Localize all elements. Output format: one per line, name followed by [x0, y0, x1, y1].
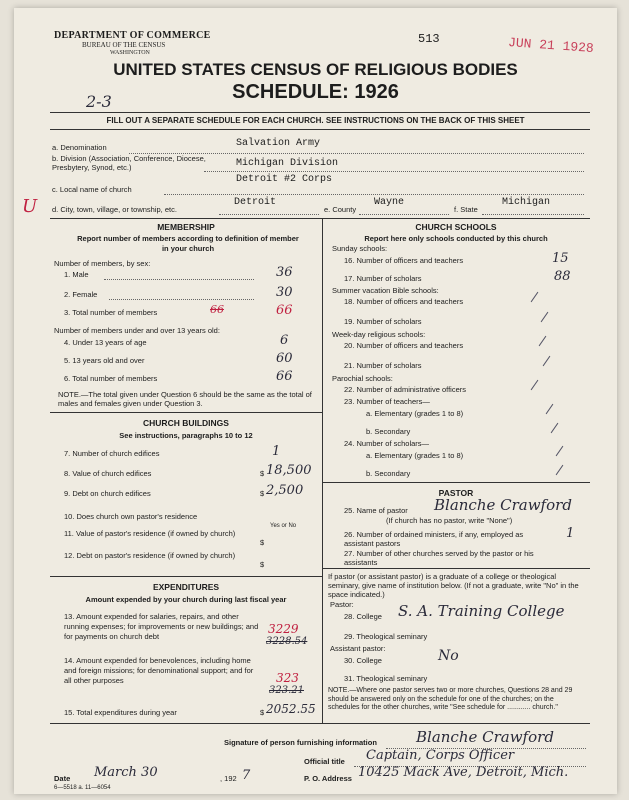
q15-dollar: $ [260, 708, 265, 717]
form-title: UNITED STATES CENSUS OF RELIGIOUS BODIES [113, 60, 518, 79]
q19-label: 19. Number of scholars [344, 317, 422, 326]
expenditures-heading: EXPENDITURES [152, 582, 220, 592]
schools-heading: CHURCH SCHOOLS [415, 222, 497, 232]
membership-sub: Report number of members according to definition of member in your church [77, 234, 299, 253]
po-address-value[interactable]: 10425 Mack Ave, Detroit, Mich. [358, 765, 569, 780]
handwritten-code: 2-3 [86, 92, 112, 111]
po-address-label: P. O. Address [304, 774, 352, 783]
instruction-line: FILL OUT A SEPARATE SCHEDULE FOR EACH CHURCH. SEE INSTRUCTIONS ON THE BACK OF THIS SHEET [106, 116, 525, 125]
q24b-label: b. Secondary [366, 469, 411, 478]
yes-no-hint: Yes or No [270, 523, 297, 529]
age-heading: Number of members under and over 13 years old: [54, 326, 220, 335]
q27-label: 27. Number of other churches served by the pastor or his assistants [344, 549, 534, 567]
check-mark [531, 292, 539, 302]
q7-label: 7. Number of church edifices [64, 449, 160, 458]
q25-label: 25. Name of pastor [344, 506, 408, 515]
q8-value[interactable]: 18,500 [266, 463, 312, 478]
q15-label: 15. Total expenditures during year [64, 708, 177, 717]
q5-label: 5. 13 years old and over [64, 356, 145, 365]
q5-value[interactable]: 60 [276, 351, 293, 366]
signature-value[interactable]: Blanche Crawford [416, 728, 554, 746]
bureau-label: BUREAU OF THE CENSUS [82, 41, 166, 49]
check-mark [539, 336, 547, 346]
membership-heading: MEMBERSHIP [157, 222, 215, 232]
q6-label: 6. Total number of members [64, 374, 158, 383]
q22-label: 22. Number of administrative officers [344, 385, 466, 394]
q3-struck-value: 66 [210, 303, 224, 316]
q9-dollar: $ [260, 489, 265, 498]
q11-label: 11. Value of pastor's residence (if owned by church) [64, 529, 236, 538]
check-mark [543, 356, 551, 366]
q9-value[interactable]: 2,500 [266, 483, 304, 498]
county-value[interactable]: Wayne [374, 197, 405, 208]
q3-value[interactable]: 66 [276, 303, 293, 318]
division-value[interactable]: Michigan Division [236, 158, 339, 169]
q30-label: 30. College [344, 656, 382, 665]
q1-value[interactable]: 36 [276, 265, 293, 280]
form-number: 6—5518 a. 11—6054 [54, 785, 111, 791]
buildings-sub: See instructions, paragraphs 10 to 12 [119, 431, 253, 440]
q26-value[interactable]: 1 [566, 526, 575, 541]
asst-pastor-label: Assistant pastor: [330, 644, 386, 653]
q2-label: 2. Female [64, 290, 98, 299]
q15-value[interactable]: 2052.55 [266, 702, 316, 716]
form-subtitle: SCHEDULE: 1926 [232, 81, 399, 103]
q18-label: 18. Number of officers and teachers [344, 297, 464, 306]
q11-dollar: $ [260, 538, 265, 547]
date-value[interactable]: March 30 [94, 765, 158, 780]
check-mark [531, 380, 539, 390]
buildings-heading: CHURCH BUILDINGS [143, 418, 229, 428]
q14-struck-value: 323.21 [269, 685, 304, 696]
check-mark [546, 404, 554, 414]
q8-dollar: $ [260, 469, 265, 478]
q31-label: 31. Theological seminary [344, 674, 428, 683]
q25-note: (If church has no pastor, write "None") [386, 516, 513, 525]
q13-value[interactable]: 3229 [268, 622, 299, 636]
date-label: Date [54, 774, 71, 783]
city-label: WASHINGTON [110, 50, 150, 56]
membership-note: NOTE.—The total given under Question 6 should be the same as the total of males and females given under Question 3. [58, 390, 312, 408]
local-name-value[interactable]: Detroit #2 Corps [236, 174, 333, 185]
denomination-label: a. Denomination [52, 143, 107, 152]
q16-value[interactable]: 15 [552, 251, 569, 266]
state-value[interactable]: Michigan [502, 197, 551, 208]
pastor-sub-label: Pastor: [330, 600, 354, 609]
q23b-label: b. Secondary [366, 427, 411, 436]
official-title-value[interactable]: Captain, Corps Officer [366, 748, 515, 763]
weekday-label: Week-day religious schools: [332, 330, 426, 339]
pastor-note: NOTE.—Where one pastor serves two or more churches, Questions 28 and 29 should be answered only on the schedule for one of the churches; on the schedules for the other churches, write "See schedule for ............ church." [328, 687, 573, 711]
state-label: f. State [454, 205, 478, 214]
denomination-value[interactable]: Salvation Army [236, 138, 321, 149]
q1-label: 1. Male [64, 270, 89, 279]
check-mark [551, 423, 559, 433]
q17-value[interactable]: 88 [554, 269, 571, 284]
q4-value[interactable]: 6 [280, 333, 289, 348]
local-name-label: c. Local name of church [52, 185, 132, 194]
q30-value[interactable]: No [438, 648, 459, 664]
pastor-heading: PASTOR [438, 488, 474, 498]
q21-label: 21. Number of scholars [344, 361, 422, 370]
q25-value[interactable]: Blanche Crawford [434, 496, 572, 514]
q26-label: 26. Number of ordained ministers, if any, employed as assistant pastors [344, 530, 524, 548]
year-label: , 192 [220, 774, 237, 783]
received-date-stamp: JUN 21 1928 [507, 35, 595, 56]
q23-label: 23. Number of teachers— [344, 397, 430, 406]
city-label-field: d. City, town, village, or township, etc. [52, 205, 177, 214]
q24a-label: a. Elementary (grades 1 to 8) [366, 451, 464, 460]
expenditures-sub: Amount expended by your church during last fiscal year [85, 595, 287, 604]
q13-struck-value: 3228.54 [266, 636, 308, 647]
q17-label: 17. Number of scholars [344, 274, 422, 283]
q20-label: 20. Number of officers and teachers [344, 341, 464, 350]
year-value[interactable]: 7 [242, 768, 251, 783]
stamp-number: 513 [418, 32, 440, 46]
vacation-label: Summer vacation Bible schools: [332, 286, 439, 295]
q23a-label: a. Elementary (grades 1 to 8) [366, 409, 464, 418]
by-sex-label: Number of members, by sex: [54, 259, 151, 268]
check-mark [556, 446, 564, 456]
margin-mark: U [22, 196, 38, 217]
census-schedule-form [14, 8, 617, 794]
q24-label: 24. Number of scholars— [344, 439, 430, 448]
check-mark [556, 465, 564, 475]
q14-label: 14. Amount expended for benevolences, including home and foreign missions; for denominational support; and for all other purposes [64, 656, 254, 685]
signature-label: Signature of person furnishing information [224, 738, 377, 747]
schools-sub: Report here only schools conducted by this church [364, 234, 548, 243]
county-label: e. County [324, 205, 357, 214]
q9-label: 9. Debt on church edifices [64, 489, 151, 498]
graduate-note: If pastor (or assistant pastor) is a graduate of a college or theological seminary, give name of institution below. (If not a graduate, write "No" in the space indicated.) [328, 572, 579, 599]
division-label: b. Division (Association, Conference, Diocese, Presbytery, Synod, etc.) [52, 154, 206, 172]
q10-label: 10. Does church own pastor's residence [64, 512, 198, 521]
q28-value[interactable]: S. A. Training College [398, 602, 565, 620]
q2-value[interactable]: 30 [276, 285, 293, 300]
q6-value[interactable]: 66 [276, 369, 293, 384]
department-label: DEPARTMENT OF COMMERCE [54, 30, 211, 41]
q7-value[interactable]: 1 [272, 444, 281, 459]
q16-label: 16. Number of officers and teachers [344, 256, 464, 265]
q8-label: 8. Value of church edifices [64, 469, 152, 478]
q3-label: 3. Total number of members [64, 308, 158, 317]
q13-label: 13. Amount expended for salaries, repairs, and other running expenses; for improvements or new buildings; and for payments on church debt [64, 612, 259, 641]
q4-label: 4. Under 13 years of age [64, 338, 147, 347]
parochial-label: Parochial schools: [332, 374, 393, 383]
q12-label: 12. Debt on pastor's residence (if owned by church) [64, 551, 236, 560]
sunday-label: Sunday schools: [332, 244, 388, 253]
q28-label: 28. College [344, 612, 382, 621]
q29-label: 29. Theological seminary [344, 632, 428, 641]
check-mark [541, 312, 549, 322]
city-value[interactable]: Detroit [234, 197, 277, 208]
official-title-label: Official title [304, 757, 345, 766]
q12-dollar: $ [260, 560, 265, 569]
q14-value[interactable]: 323 [276, 671, 299, 685]
